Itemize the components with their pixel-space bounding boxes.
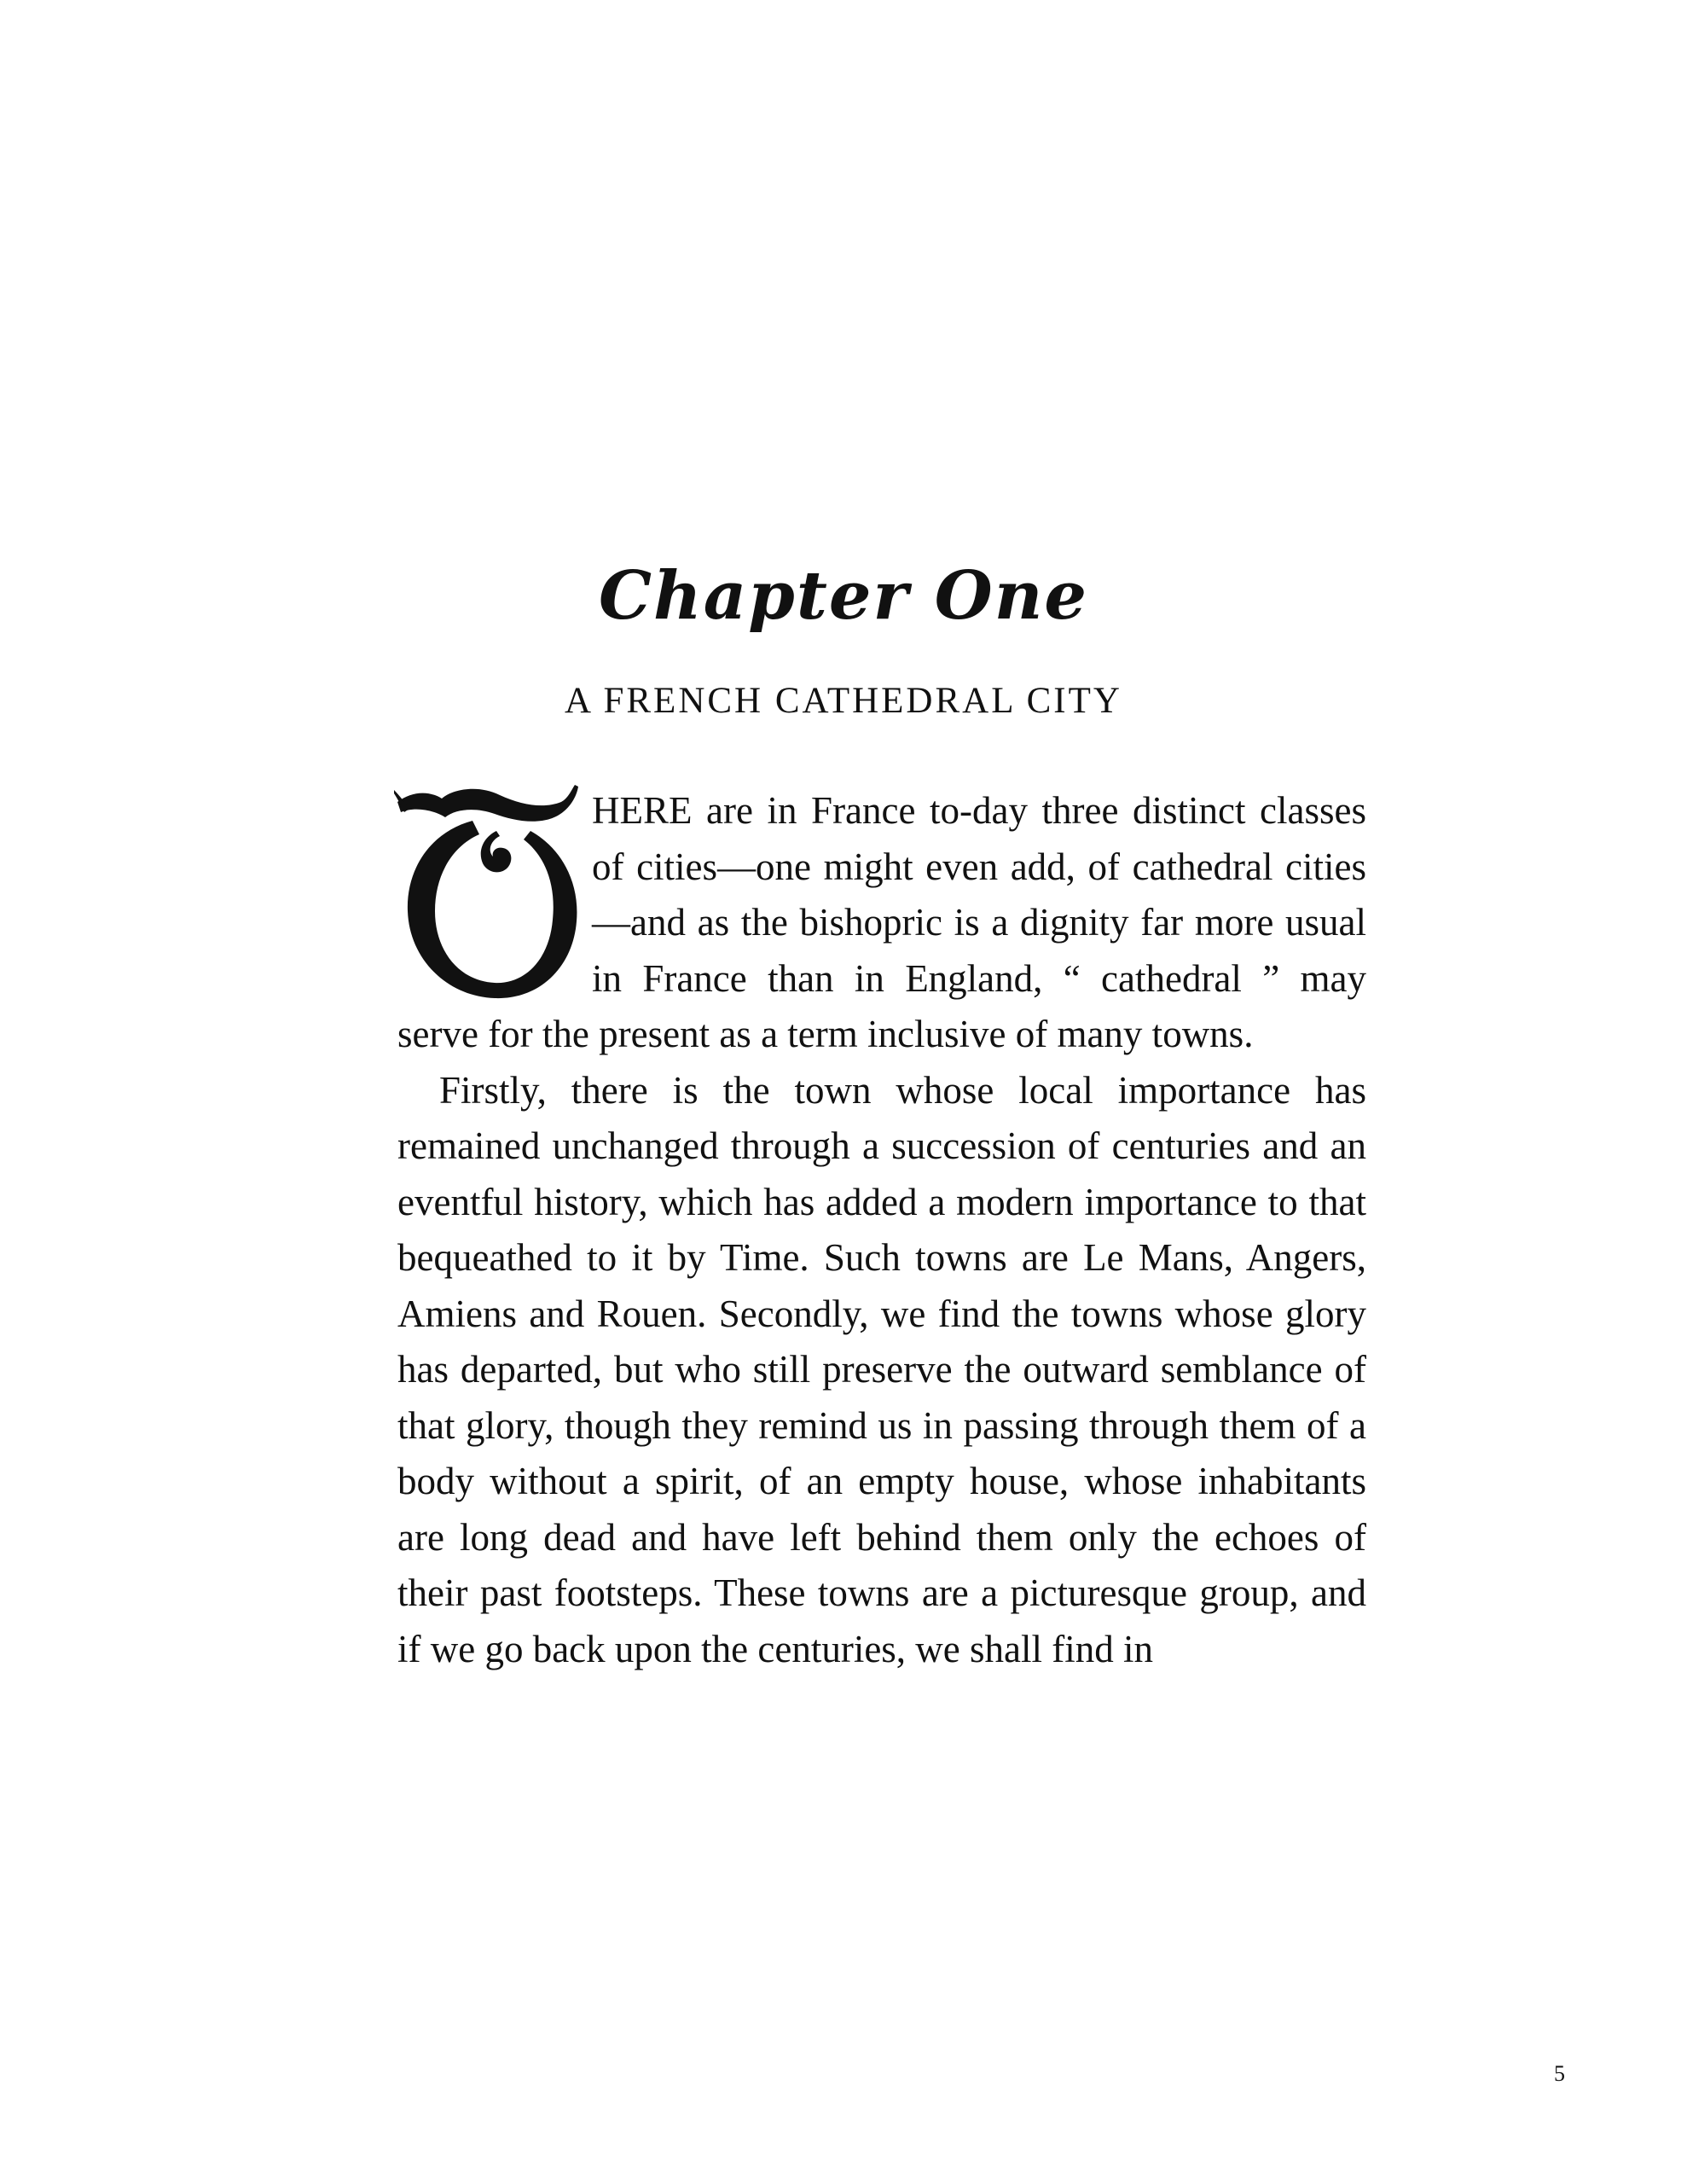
chapter-subtitle: A FRENCH CATHEDRAL CITY: [565, 681, 1122, 721]
paragraph-1: HERE are in France to-day three distinct classes of cities—one might even add, of cathedral cities—and as the bishopric is a dignity far more usual in France than in England, “ cathedral ” may serve for the present as a term inclusive of many towns.: [397, 789, 1366, 1055]
body-text: [397, 783, 1366, 1677]
chapter-heading: Chapter One: [598, 557, 1089, 635]
page-number: 5: [1554, 2061, 1565, 2086]
ornamental-t-dropcap-icon: [394, 783, 592, 1007]
paragraph-2: Firstly, there is the town whose local importance has remained unchanged through a succession of centuries and an eventful history, which has added a modern importance to that bequeathed to it by Time. Such towns are Le Mans, Angers, Amiens and Rouen. Secondly, we find the towns whose glory has departed, but who still preserve the outward semblance of that glory, though they remind us in passing through them of a body without a spirit, of an empty house, whose inhabitants are long dead and have left behind them only the echoes of their past footsteps. These towns are a picturesque group, and if we go back upon the centuries, we shall find in: [397, 1068, 1366, 1670]
